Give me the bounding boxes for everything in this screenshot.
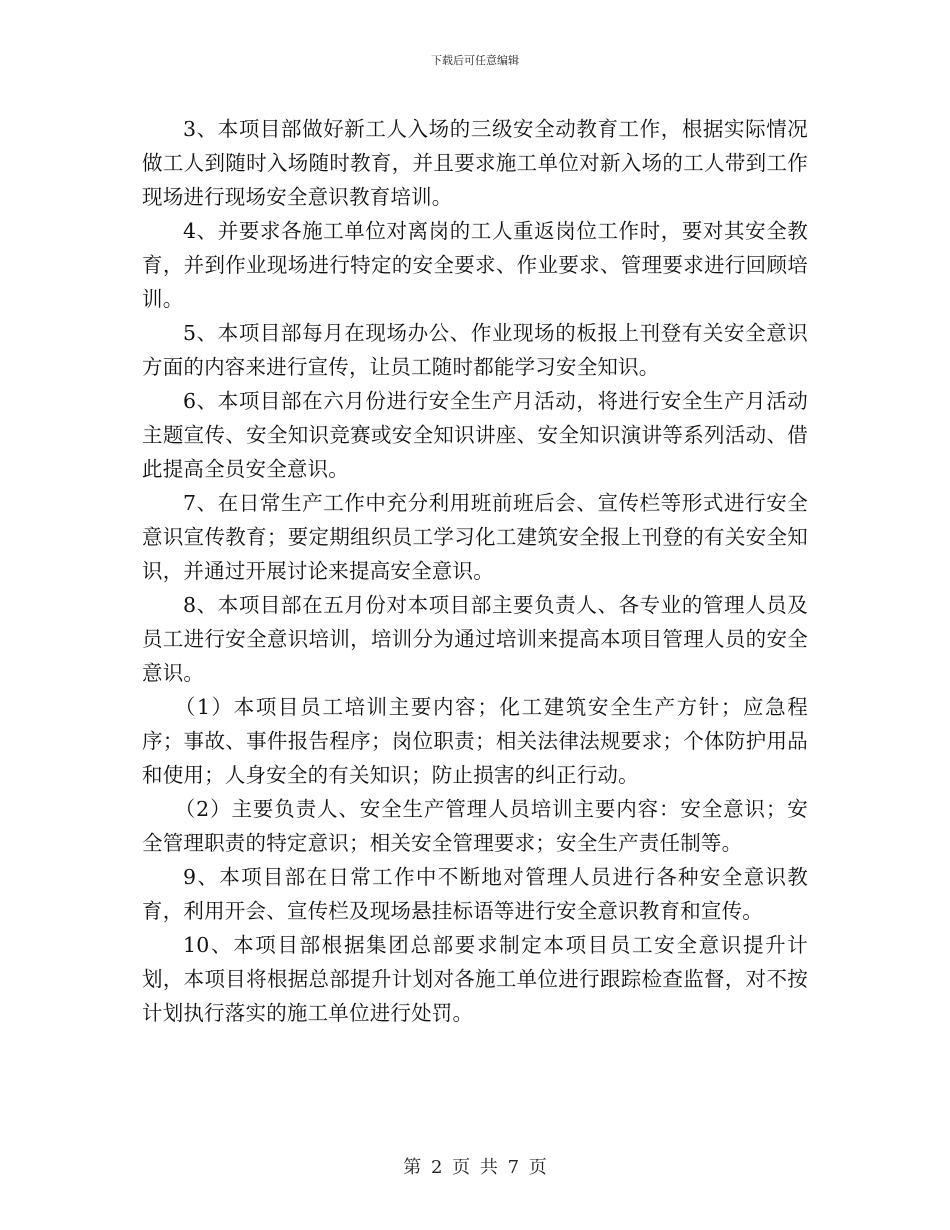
page-number-footer: 第 2 页 共 7 页 — [403, 1157, 547, 1178]
paragraph-item-8: 8、本项目部在五月份对本项目部主要负责人、各专业的管理人员及员工进行安全意识培训，培训分为通过培训来提高本项目管理人员的安全意识。 — [142, 593, 808, 685]
document-body — [142, 112, 808, 1030]
paragraph-subitem-2: （2）主要负责人、安全生产管理人员培训主要内容：安全意识；安全管理职责的特定意识；相关安全管理要求；安全生产责任制等。 — [142, 797, 808, 855]
paragraph-item-7: 7、在日常生产工作中充分利用班前班后会、宣传栏等形式进行安全意识宣传教育；要定期组织员工学习化工建筑安全报上刊登的有关安全知识，并通过开展讨论来提高安全意识。 — [142, 491, 808, 583]
paragraph-item-5: 5、本项目部每月在现场办公、作业现场的板报上刊登有关安全意识方面的内容来进行宣传，让员工随时都能学习安全知识。 — [142, 321, 808, 379]
page-header: 下载后可任意编辑 — [431, 54, 519, 67]
paragraph-item-9: 9、本项目部在日常工作中不断地对管理人员进行各种安全意识教育，利用开会、宣传栏及现场悬挂标语等进行安全意识教育和宣传。 — [142, 865, 808, 923]
paragraph-item-10: 10、本项目部根据集团总部要求制定本项目员工安全意识提升计划，本项目将根据总部提升计划对各施工单位进行跟踪检查监督，对不按计划执行落实的施工单位进行处罚。 — [142, 933, 808, 1025]
paragraph-item-4: 4、并要求各施工单位对离岗的工人重返岗位工作时，要对其安全教育，并到作业现场进行特定的安全要求、作业要求、管理要求进行回顾培训。 — [142, 219, 808, 311]
paragraph-item-3: 3、本项目部做好新工人入场的三级安全动教育工作，根据实际情况做工人到随时入场随时教育，并且要求施工单位对新入场的工人带到工作现场进行现场安全意识教育培训。 — [142, 117, 808, 209]
paragraph-item-6: 6、本项目部在六月份进行安全生产月活动，将进行安全生产月活动主题宣传、安全知识竞赛或安全知识讲座、安全知识演讲等系列活动、借此提高全员安全意识。 — [142, 389, 808, 481]
paragraph-subitem-1: （1）本项目员工培训主要内容；化工建筑安全生产方针；应急程序；事故、事件报告程序；岗位职责；相关法律法规要求；个体防护用品和使用；人身安全的有关知识；防止损害的纠正行动。 — [142, 695, 808, 787]
